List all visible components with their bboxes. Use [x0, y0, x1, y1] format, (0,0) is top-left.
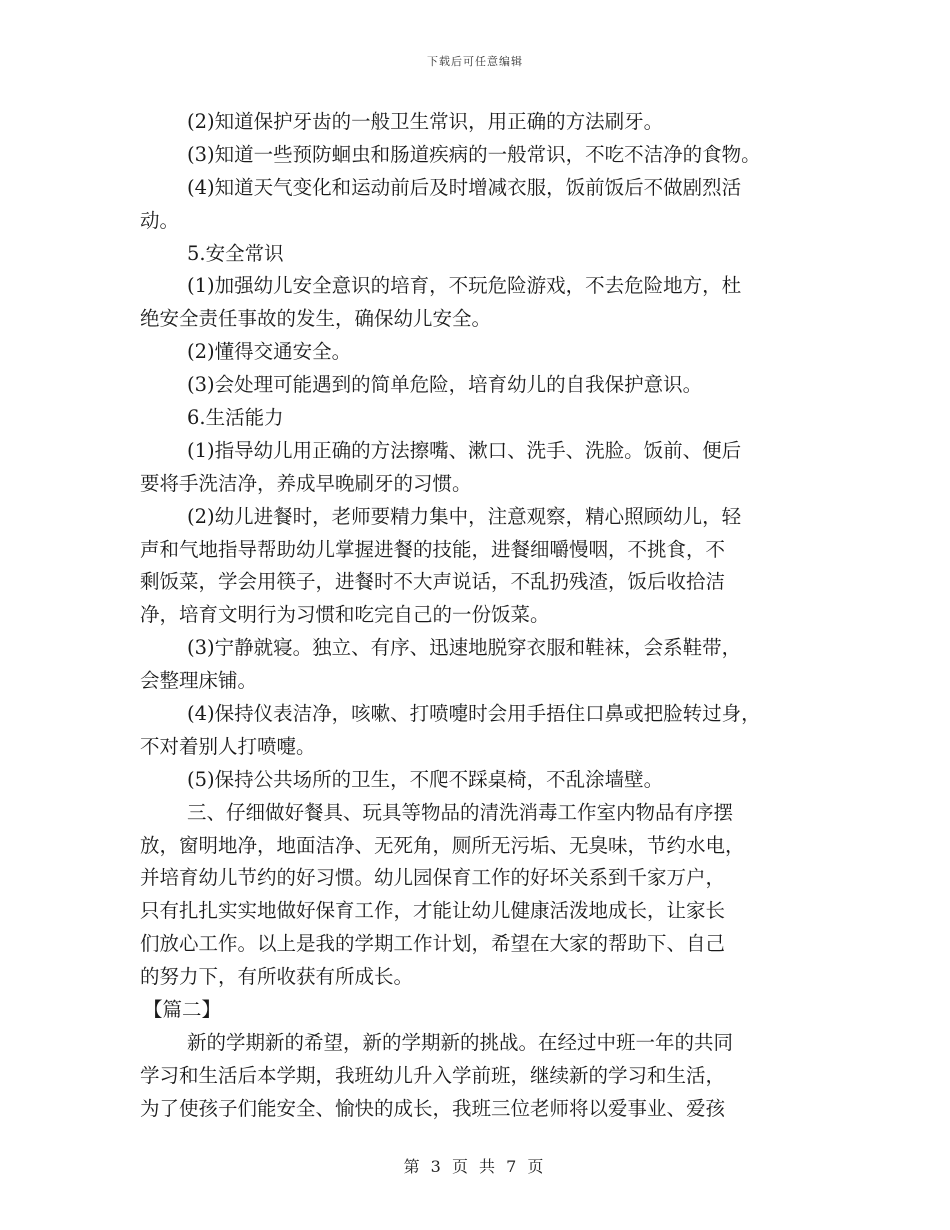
text-line: 为了使孩子们能安全、愉快的成长，我班三位老师将以爱事业、爱孩	[140, 1096, 726, 1120]
text-line: (3)知道一些预防蛔虫和肠道疾病的一般常识，不吃不洁净的食物。	[187, 142, 761, 166]
text-line: 净，培育文明行为习惯和吃完自己的一份饭菜。	[140, 603, 550, 627]
text-line: 只有扎扎实实地做好保育工作，才能让幼儿健康活泼地成长，让家长	[140, 899, 726, 923]
text-line: 放，窗明地净，地面洁净、无死角，厕所无污垢、无臭味，节约水电，	[140, 833, 745, 857]
text-line: (5)保持公共场所的卫生，不爬不踩桌椅，不乱涂墙壁。	[187, 767, 664, 791]
text-line: (2)知道保护牙齿的一般卫生常识，用正确的方法刷牙。	[187, 110, 664, 133]
text-line: (2)懂得交通安全。	[187, 340, 352, 364]
text-line: 5.安全常识	[187, 241, 284, 265]
text-line: 【篇二】	[143, 998, 222, 1022]
text-line: (3)会处理可能遇到的简单危险，培育幼儿的自我保护意识。	[187, 373, 703, 397]
text-line: 剩饭菜，学会用筷子，进餐时不大声说话，不乱扔残渣，饭后收拾洁	[140, 570, 726, 594]
text-line: 三、仔细做好餐具、玩具等物品的清洗消毒工作室内物品有序摆	[187, 800, 734, 824]
text-line: 学习和生活后本学期，我班幼儿升入学前班，继续新的学习和生活，	[140, 1063, 726, 1087]
text-line: (3)宁静就寝。独立、有序、迅速地脱穿衣服和鞋袜，会系鞋带，	[187, 636, 742, 660]
document-body	[140, 106, 820, 1126]
text-line: 不对着别人打喷嚏。	[140, 734, 316, 758]
text-line: 动。	[140, 208, 180, 232]
text-line: 的努力下，有所收获有所成长。	[140, 965, 414, 989]
text-line: 们放心工作。以上是我的学期工作计划，希望在大家的帮助下、自己	[140, 932, 726, 956]
text-line: 会整理床铺。	[140, 669, 258, 693]
text-line: 新的学期新的希望，新的学期新的挑战。在经过中班一年的共同	[187, 1030, 734, 1054]
text-line: (4)保持仪表洁净，咳嗽、打喷嚏时会用手捂住口鼻或把脸转过身，	[187, 702, 761, 726]
text-line: 绝安全责任事故的发生，确保幼儿安全。	[140, 307, 492, 331]
text-line: (4)知道天气变化和运动前后及时增减衣服，饭前饭后不做剧烈活	[187, 175, 742, 199]
text-line: (1)加强幼儿安全意识的培育，不玩危险游戏，不去危险地方，杜	[187, 274, 742, 298]
text-line: (2)幼儿进餐时，老师要精力集中，注意观察，精心照顾幼儿，轻	[187, 504, 742, 528]
text-line: 6.生活能力	[187, 406, 284, 430]
text-line: 声和气地指导帮助幼儿掌握进餐的技能，进餐细嚼慢咽，不挑食，不	[140, 537, 726, 561]
text-line: 要将手洗洁净，养成早晚刷牙的习惯。	[140, 471, 472, 495]
text-line: 并培育幼儿节约的好习惯。幼儿园保育工作的好坏关系到千家万户，	[140, 866, 726, 890]
page-header: 下载后可任意编辑	[427, 55, 523, 68]
page-footer: 第 3 页 共 7 页	[403, 1157, 547, 1176]
text-line: (1)指导幼儿用正确的方法擦嘴、漱口、洗手、洗脸。饭前、便后	[187, 438, 742, 462]
